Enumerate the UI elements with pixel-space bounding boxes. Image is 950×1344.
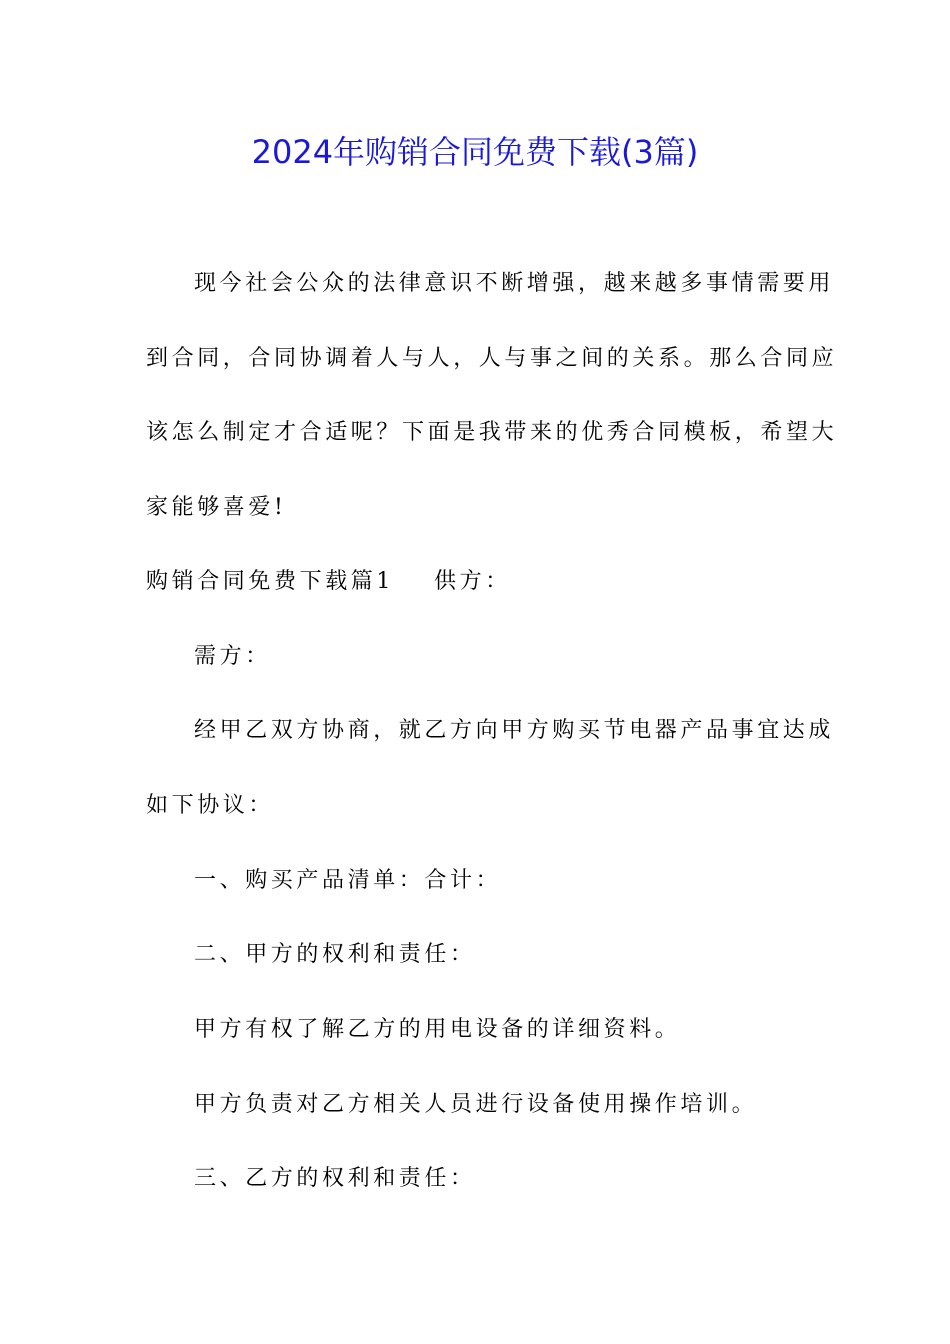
document-title: 2024年购销合同免费下载(3篇) bbox=[251, 133, 699, 171]
clause-2-item-1: 甲方有权了解乙方的用电设备的详细资料。 bbox=[194, 1017, 681, 1042]
clause-2: 二、甲方的权利和责任： bbox=[194, 942, 476, 967]
section-heading: 购销合同免费下载篇1 bbox=[146, 569, 394, 594]
section-heading-line bbox=[146, 562, 511, 602]
agreement-line-1: 经甲乙双方协商，就乙方向甲方购买节电器产品事宜达成 bbox=[194, 718, 835, 743]
agreement-line-2: 如下协议： bbox=[146, 793, 275, 818]
clause-1: 一、购买产品清单：合计： bbox=[194, 868, 502, 893]
intro-line-4: 家能够喜爱! bbox=[146, 495, 287, 520]
intro-line-2: 到合同，合同协调着人与人，人与事之间的关系。那么合同应 bbox=[146, 346, 838, 371]
intro-line-3: 该怎么制定才合适呢？下面是我带来的优秀合同模板，希望大 bbox=[146, 420, 838, 445]
buyer-label: 需方： bbox=[194, 644, 271, 669]
intro-line-1: 现今社会公众的法律意识不断增强，越来越多事情需要用 bbox=[194, 271, 835, 296]
clause-2-item-2: 甲方负责对乙方相关人员进行设备使用操作培训。 bbox=[194, 1092, 758, 1117]
clause-3: 三、乙方的权利和责任： bbox=[194, 1166, 476, 1191]
supplier-label: 供方： bbox=[434, 569, 511, 594]
